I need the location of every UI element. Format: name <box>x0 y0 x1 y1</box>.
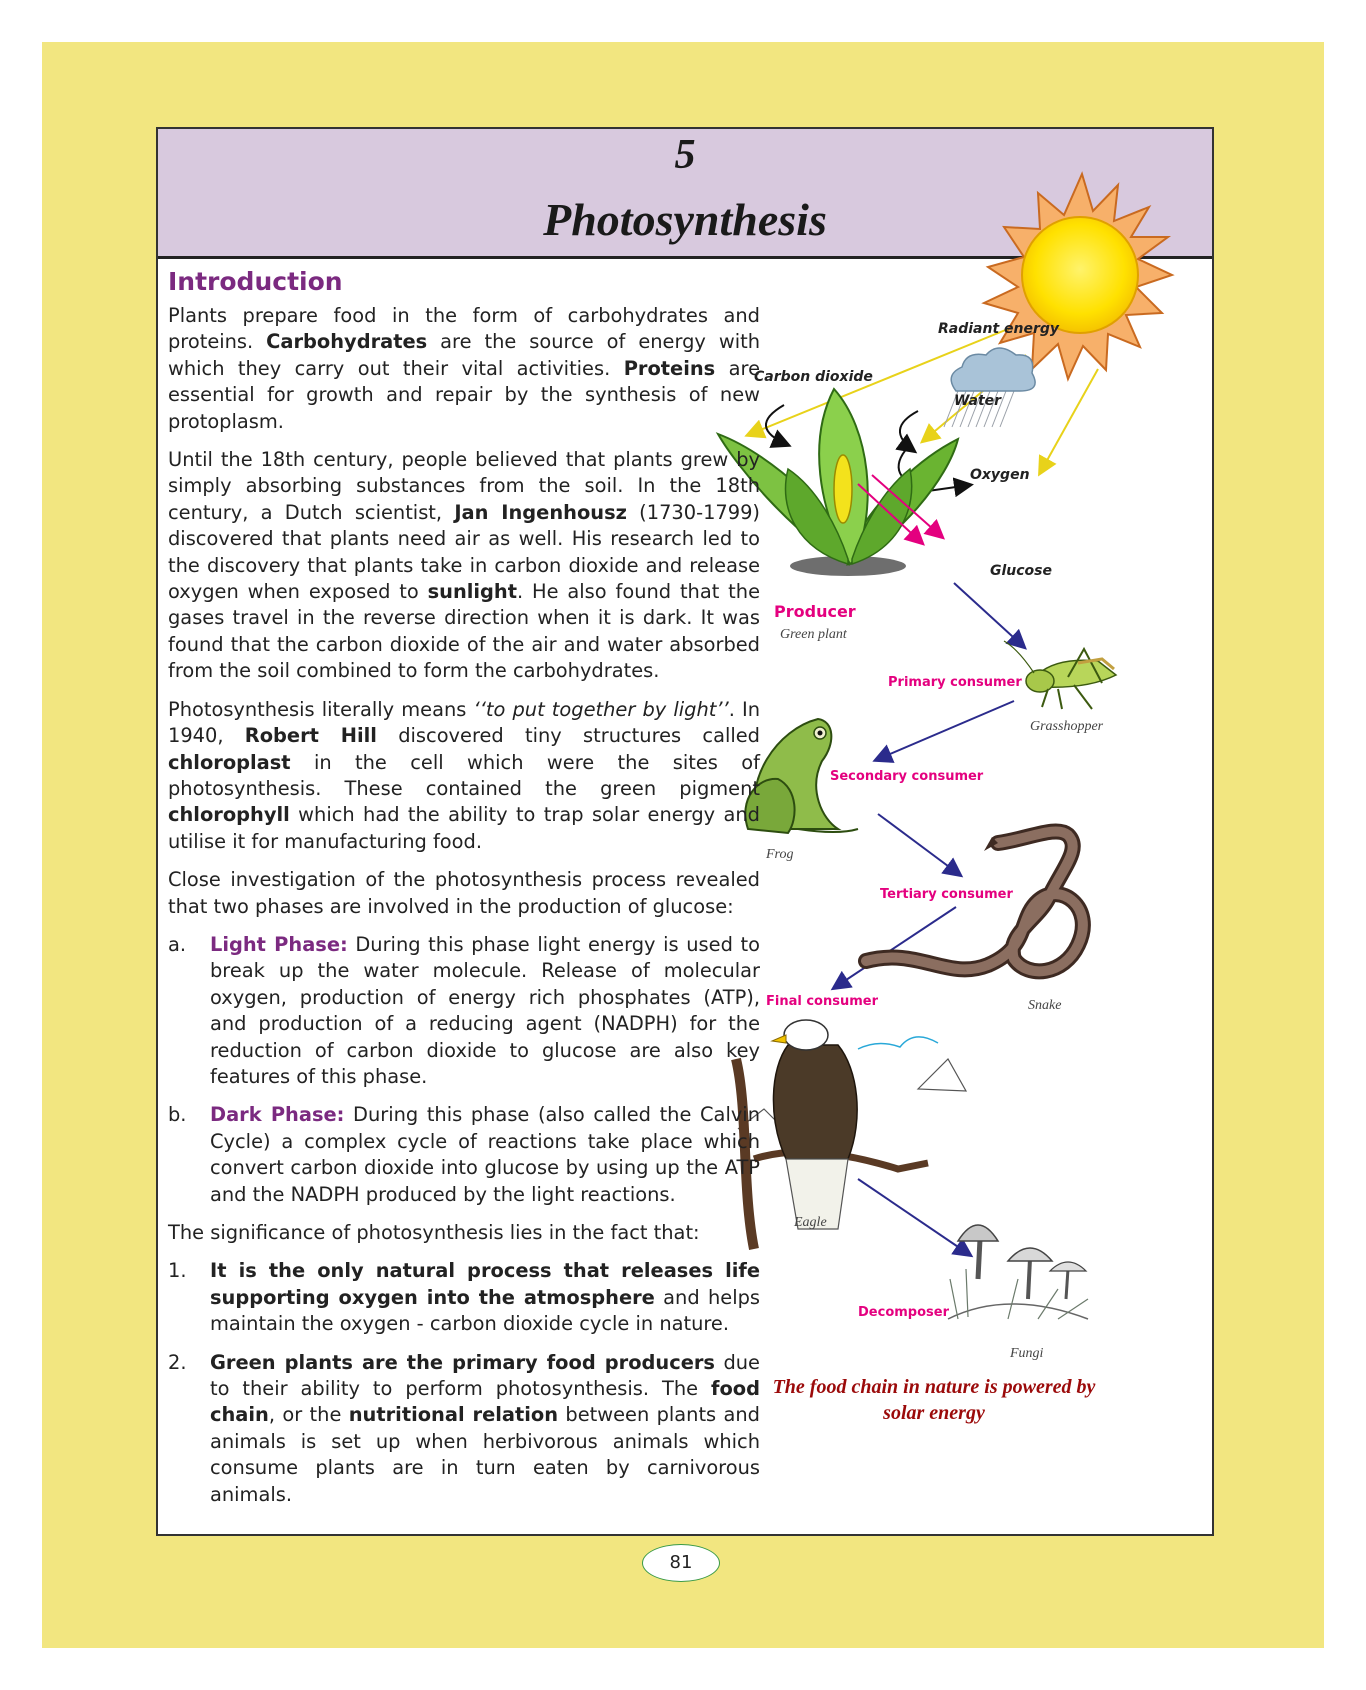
green-plant-label: Green plant <box>780 627 847 642</box>
radiant-arrow-3 <box>1040 369 1098 473</box>
secondary-consumer-label: Secondary consumer <box>830 769 984 784</box>
water-label: Water <box>954 393 1002 409</box>
diagram-caption-line1: The food chain in nature is powered by <box>772 1376 1096 1398</box>
chapter-number: 5 <box>674 132 696 178</box>
book-page <box>156 127 1214 1536</box>
chain-arrow-4 <box>834 907 956 988</box>
co2-arrow <box>766 405 788 445</box>
paragraph-4: Close investigation of the photosynthesis process revealed that two phases are involved in the production of glucose: <box>168 868 760 918</box>
section-heading: Introduction <box>168 267 343 296</box>
diagram-caption-line2: solar energy <box>883 1402 985 1424</box>
radiant-energy-label: Radiant energy <box>938 321 1060 337</box>
chapter-title: Photosynthesis <box>543 194 827 245</box>
glucose-label: Glucose <box>990 563 1053 579</box>
significance-item-2: 2. Green plants are the primary food producers due to their ability to perform photosynthesis. The food chain, or the nutritional relation between plants and animals is set up when herbivorous animals which consume plants are in turn eaten by carnivorous animals. <box>168 1350 760 1506</box>
significance-item-1: 1. It is the only natural process that releases life supporting oxygen into the atmosphere and helps maintain the oxygen - carbon dioxide cycle in nature. <box>168 1259 760 1336</box>
chain-arrow-1 <box>954 583 1024 647</box>
sun-icon <box>984 174 1172 379</box>
grasshopper-label: Grasshopper <box>1030 719 1104 734</box>
frog-label: Frog <box>766 847 794 862</box>
chain-arrow-3 <box>878 814 960 875</box>
text-column <box>168 266 760 1520</box>
snake-label: Snake <box>1028 998 1062 1013</box>
carbon-dioxide-label: Carbon dioxide <box>754 369 873 385</box>
eagle-icon <box>736 1020 966 1249</box>
paragraph-5: The significance of photosynthesis lies in the fact that: <box>168 1221 700 1244</box>
fungi-icon <box>948 1225 1088 1319</box>
paragraph-1: Plants prepare food in the form of carbohydrates and proteins. Carbohydrates are the source of energy with which they carry out their vital activities. Proteins are essential for growth and repair by the synthesis of new protoplasm. <box>168 304 760 433</box>
eagle-label: Eagle <box>794 1215 827 1230</box>
tertiary-consumer-label: Tertiary consumer <box>880 887 1013 902</box>
fungi-label: Fungi <box>1010 1346 1044 1361</box>
page-number: 81 <box>642 1544 720 1582</box>
oxygen-label: Oxygen <box>970 467 1030 483</box>
final-consumer-label: Final consumer <box>766 994 879 1009</box>
phase-item-light: a. Light Phase: During this phase light energy is used to break up the water molecule. Release of molecular oxygen, production of energy rich phosphates (ATP), and production of a reducing agent (NADPH) for the reduction of carbon dioxide to glucose are also key features of this phase. <box>168 932 760 1088</box>
rain-cloud-icon <box>944 348 1035 427</box>
primary-consumer-label: Primary consumer <box>888 675 1022 690</box>
phase-item-dark: b. Dark Phase: During this phase (also called the Calvin Cycle) a complex cycle of reactions take place which convert carbon dioxide into glucose by using up the ATP and the NADPH produced by the light reactions. <box>168 1103 760 1206</box>
producer-label: Producer <box>774 602 856 621</box>
paragraph-2: Until the 18th century, people believed that plants grew by simply absorbing substances from the soil. In the 18th century, a Dutch scientist, Jan Ingenhousz (1730-1799) discovered that plants need air as well. His research led to the discovery that plants take in carbon dioxide and release oxygen when exposed to sunlight. He also found that the gases travel in the reverse direction when it is dark. It was found that the carbon dioxide of the air and water absorbed from the soil combined to form the carbohydrates. <box>168 448 761 683</box>
water-arrow <box>900 411 918 451</box>
decomposer-label: Decomposer <box>858 1305 949 1320</box>
chain-arrow-5 <box>858 1179 970 1255</box>
chain-arrow-2 <box>876 701 1014 760</box>
paragraph-3: Photosynthesis literally means ‘‘to put together by light’’. In 1940, Robert Hill discovered tiny structures called chloroplast in the cell which were the sites of photosynthesis. These contained the green pigment chlorophyll which had the ability to trap solar energy and utilise it for manufacturing food. <box>168 697 760 853</box>
